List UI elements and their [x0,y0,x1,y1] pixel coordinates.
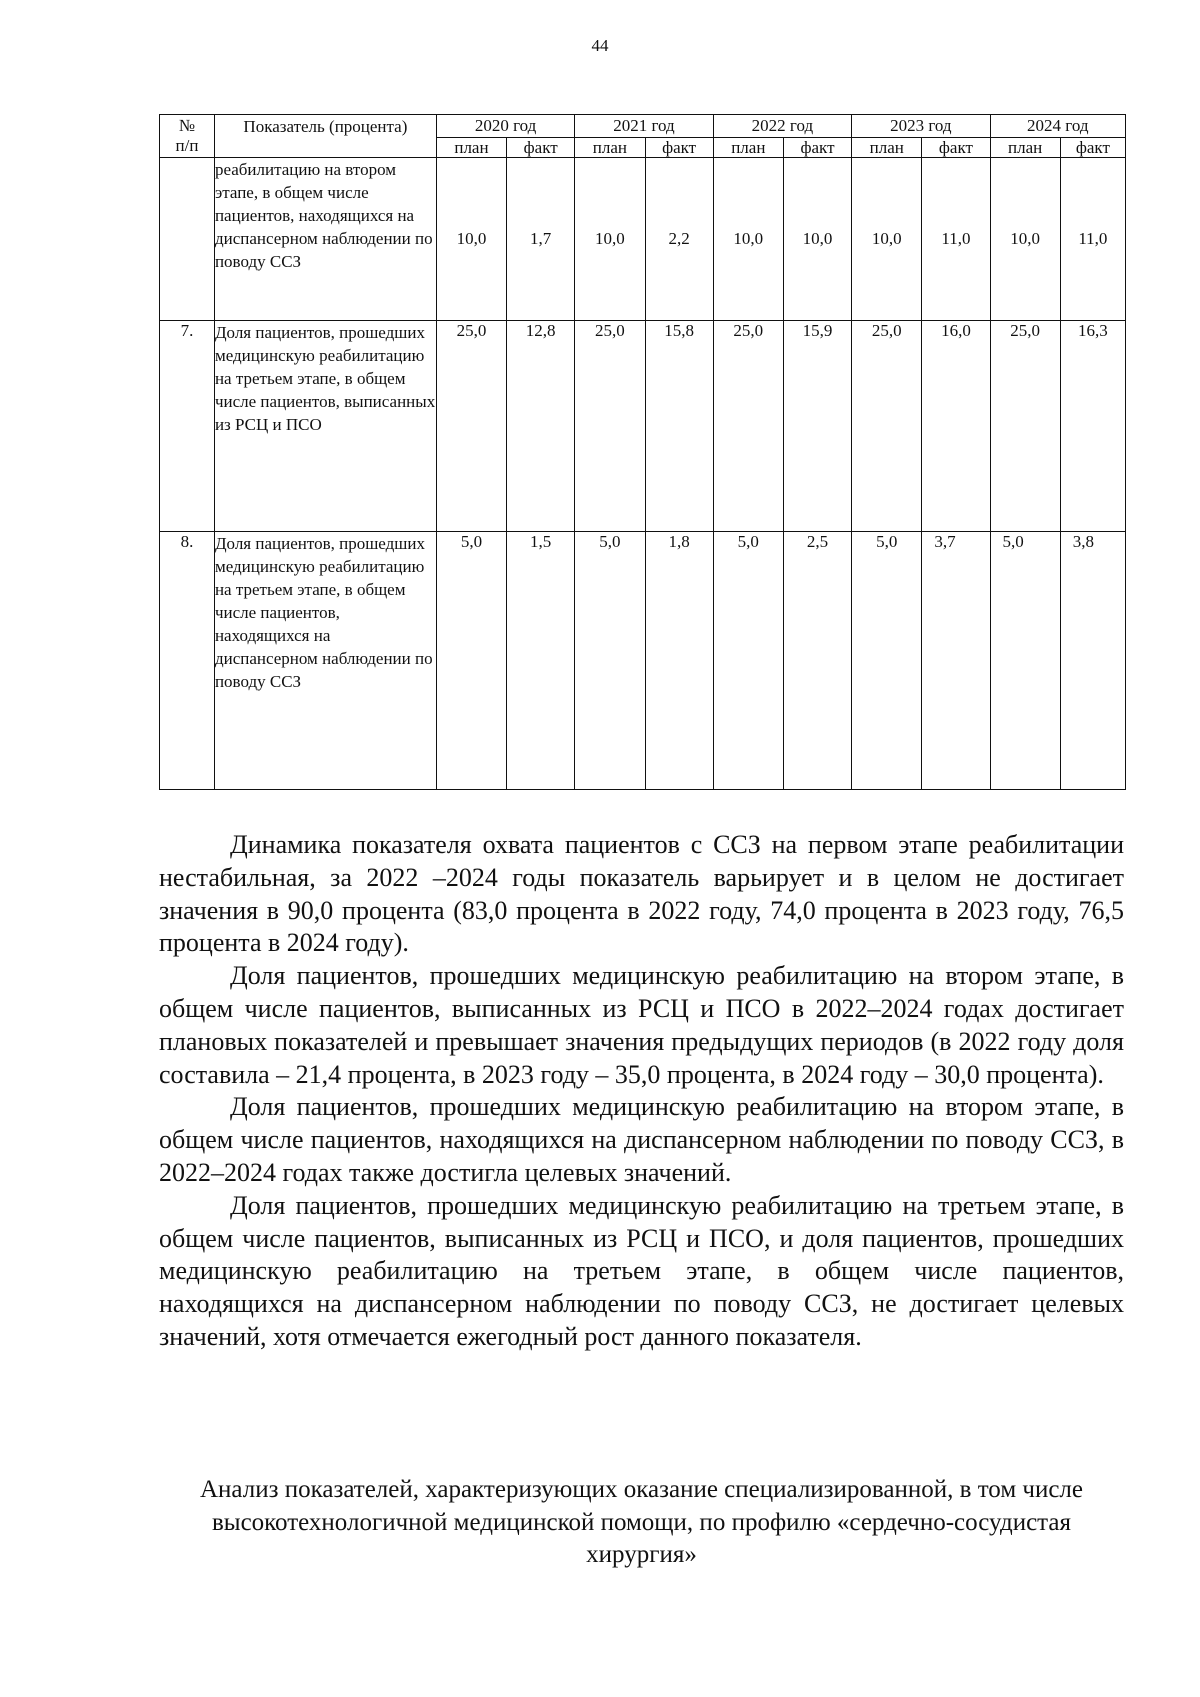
value-plan: 25,0 [852,321,922,532]
value-plan: 5,0 [436,532,506,790]
header-plan: план [713,138,783,158]
header-row-number: № п/п [160,115,215,158]
header-plan: план [852,138,922,158]
value-fact: 15,9 [783,321,851,532]
value-plan: 10,0 [575,158,645,321]
header-fact: факт [1060,138,1125,158]
indicators-table [159,114,1126,790]
table-row [160,158,1126,321]
table-row [160,321,1126,532]
value-plan: 5,0 [990,532,1060,790]
header-year: 2023 год [852,115,990,138]
value-plan: 10,0 [436,158,506,321]
analysis-text [159,829,1124,1354]
value-fact: 3,8 [1060,532,1125,790]
value-fact: 10,0 [783,158,851,321]
value-fact: 11,0 [922,158,990,321]
value-plan: 10,0 [713,158,783,321]
header-plan: план [575,138,645,158]
row-indicator: реабилитацию на втором этапе, в общем числе пациентов, находящихся на диспансерном наблюдении по поводу ССЗ [214,158,436,321]
value-plan: 5,0 [575,532,645,790]
value-plan: 25,0 [990,321,1060,532]
header-fact: факт [507,138,575,158]
value-fact: 2,2 [645,158,713,321]
value-fact: 1,8 [645,532,713,790]
value-plan: 25,0 [713,321,783,532]
row-indicator: Доля пациентов, прошедших медицинскую реабилитацию на третьем этапе, в общем числе пациентов, находящихся на диспансерном наблюдении по поводу ССЗ [214,532,436,790]
header-year: 2022 год [713,115,851,138]
header-fact: факт [922,138,990,158]
header-fact: факт [783,138,851,158]
row-indicator: Доля пациентов, прошедших медицинскую реабилитацию на третьем этапе, в общем числе пациентов, выписанных из РСЦ и ПСО [214,321,436,532]
value-fact: 2,5 [783,532,851,790]
paragraph-first-stage-coverage: Динамика показателя охвата пациентов с ССЗ на первом этапе реабилитации нестабильная, за 2022 –2024 годы показатель варьирует и в целом не достигает значения в 90,0 процента (83,0 процента в 2022 году, 74,0 процента в 2023 году, 76,5 процента в 2024 году). [159,830,1124,958]
value-fact: 12,8 [507,321,575,532]
header-plan: план [990,138,1060,158]
value-plan: 5,0 [713,532,783,790]
table-row [160,532,1126,790]
row-number: 8. [160,532,215,790]
value-plan: 10,0 [852,158,922,321]
paragraph-second-stage-discharged: Доля пациентов, прошедших медицинскую реабилитацию на втором этапе, в общем числе пациентов, выписанных из РСЦ и ПСО в 2022–2024 годах достигает плановых показателей и превышает значения предыдущих периодов (в 2022 году доля составила – 21,4 процента, в 2023 году – 35,0 процента, в 2024 году – 30,0 процента). [159,961,1124,1089]
page-number: 44 [591,36,609,55]
paragraph-second-stage-dispensary: Доля пациентов, прошедших медицинскую реабилитацию на втором этапе, в общем числе пациентов, находящихся на диспансерном наблюдении по поводу ССЗ, в 2022–2024 годах также достигла целевых значений. [159,1092,1124,1187]
header-indicator: Показатель (процента) [214,115,436,158]
value-plan: 10,0 [990,158,1060,321]
value-plan: 25,0 [436,321,506,532]
section-heading: Анализ показателей, характеризующих оказание специализированной, в том числе высокотехнологичной медицинской помощи, по профилю «сердечно-сосудистая хирургия» [199,1476,1084,1568]
value-fact: 11,0 [1060,158,1125,321]
header-year: 2021 год [575,115,713,138]
value-fact: 15,8 [645,321,713,532]
header-fact: факт [645,138,713,158]
value-plan: 25,0 [575,321,645,532]
value-fact: 16,3 [1060,321,1125,532]
value-fact: 3,7 [922,532,990,790]
value-plan: 5,0 [852,532,922,790]
paragraph-third-stage: Доля пациентов, прошедших медицинскую реабилитацию на третьем этапе, в общем числе пациентов, выписанных из РСЦ и ПСО, и доля пациентов, прошедших медицинскую реабилитацию на третьем этапе, в общем числе пациентов, находящихся на диспансерном наблюдении по поводу ССЗ, не достигает целевых значений, хотя отмечается ежегодный рост данного показателя. [159,1190,1124,1351]
value-fact: 1,7 [507,158,575,321]
value-fact: 16,0 [922,321,990,532]
header-year: 2020 год [436,115,574,138]
header-year: 2024 год [990,115,1125,138]
row-number: 7. [160,321,215,532]
value-fact: 1,5 [507,532,575,790]
row-number [160,158,215,321]
header-plan: план [436,138,506,158]
